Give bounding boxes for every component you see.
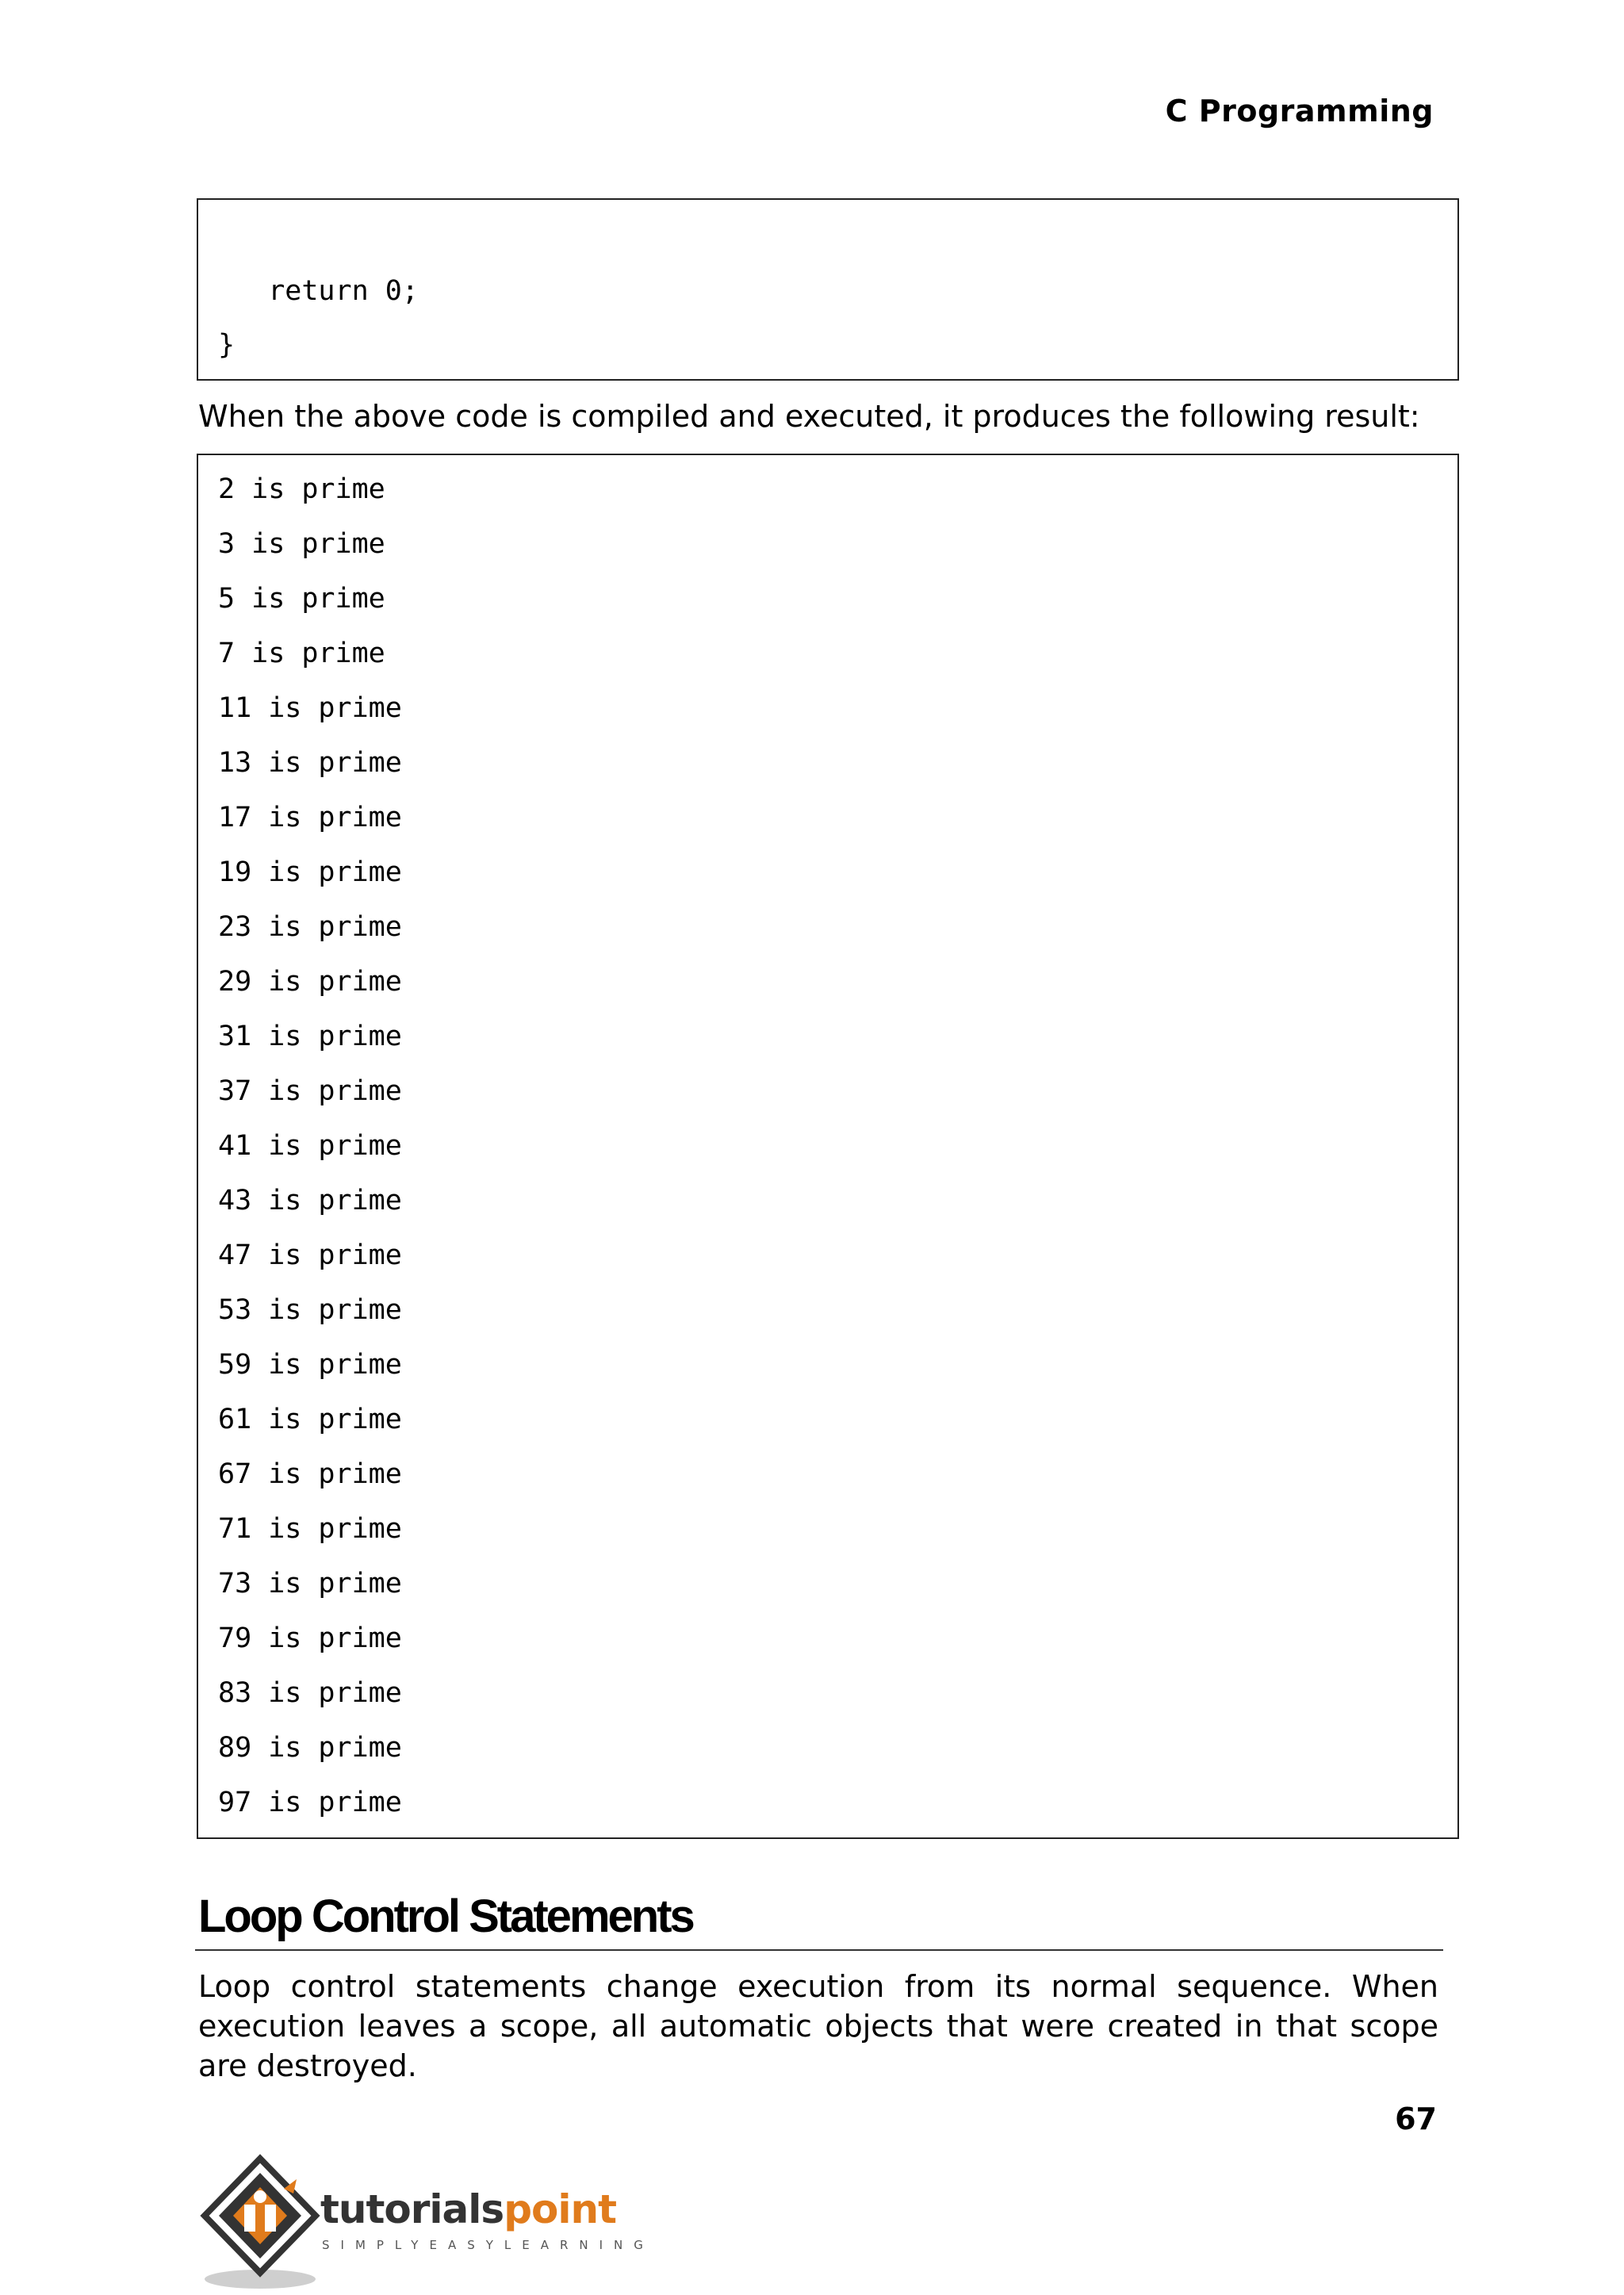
section-divider (195, 1949, 1443, 1951)
output-line: 67 is prime (218, 1458, 402, 1490)
output-line: 11 is prime (218, 692, 402, 724)
code-block (197, 198, 1459, 381)
logo-wordmark (320, 2186, 616, 2233)
output-line: 13 is prime (218, 747, 402, 779)
output-line: 83 is prime (218, 1677, 402, 1709)
logo-wordmark-part2: point (504, 2186, 616, 2232)
output-line: 7 is prime (218, 638, 385, 669)
logo-tagline: SIMPLYEASYLEARNING (322, 2238, 654, 2252)
output-line: 53 is prime (218, 1294, 402, 1326)
intro-paragraph: When the above code is compiled and executed, it produces the following result: (198, 399, 1420, 434)
output-line: 23 is prime (218, 911, 402, 943)
output-line: 71 is prime (218, 1513, 402, 1545)
code-line: return 0; (218, 275, 419, 307)
output-block (197, 454, 1459, 1839)
output-line: 41 is prime (218, 1130, 402, 1162)
output-line: 29 is prime (218, 966, 402, 998)
output-line: 59 is prime (218, 1349, 402, 1381)
section-heading: Loop Control Statements (198, 1891, 693, 1942)
output-line: 5 is prime (218, 583, 385, 615)
tutorialspoint-logo (195, 2152, 655, 2295)
tutorialspoint-diamond-logo-icon (195, 2152, 322, 2295)
output-line: 43 is prime (218, 1185, 402, 1216)
output-line: 97 is prime (218, 1787, 402, 1818)
output-line: 19 is prime (218, 856, 402, 888)
page-number: 67 (1395, 2102, 1437, 2136)
output-line: 73 is prime (218, 1568, 402, 1600)
page-header-title: C Programming (1165, 94, 1434, 128)
output-line: 37 is prime (218, 1075, 402, 1107)
output-line: 31 is prime (218, 1021, 402, 1052)
output-line: 2 is prime (218, 473, 385, 505)
logo-wordmark-part1: tutorials (320, 2186, 504, 2232)
output-line: 61 is prime (218, 1404, 402, 1435)
code-line: } (218, 329, 236, 361)
output-line: 79 is prime (218, 1623, 402, 1654)
output-line: 47 is prime (218, 1239, 402, 1271)
output-line: 17 is prime (218, 802, 402, 833)
section-body-paragraph: Loop control statements change execution from its normal sequence. When execution leaves a scope, all automatic objects that were created in that scope are destroyed. (198, 1969, 1438, 2083)
output-line: 3 is prime (218, 528, 385, 560)
output-line: 89 is prime (218, 1732, 402, 1764)
